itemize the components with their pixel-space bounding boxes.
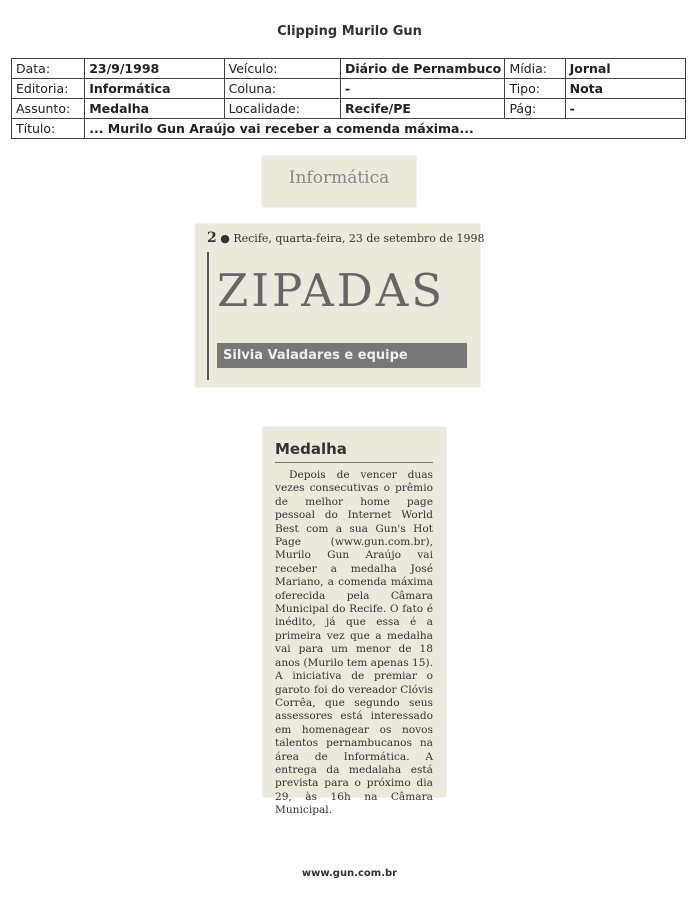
assunto-value: Medalha (85, 99, 224, 119)
pag-label: Pág: (505, 99, 565, 119)
clipping-info-table (11, 58, 686, 139)
title-divider (275, 462, 433, 463)
table-row (12, 59, 686, 79)
tipo-value: Nota (565, 79, 685, 99)
table-row (12, 119, 686, 139)
page-title: Clipping Murilo Gun (277, 24, 422, 39)
dateline (207, 230, 484, 246)
data-value: 23/9/1998 (85, 59, 224, 79)
editoria-value: Informática (85, 79, 224, 99)
titulo-value: ... Murilo Gun Araújo vai receber a comenda máxima... (85, 119, 686, 139)
assunto-label: Assunto: (12, 99, 85, 119)
article-title: Medalha (275, 440, 347, 458)
editoria-label: Editoria: (12, 79, 85, 99)
coluna-label: Coluna: (224, 79, 340, 99)
article-paragraph: Depois de vencer duas vezes consecutivas o prêmio de melhor home page pessoal do Internet World Best com a sua Gun's Hot Page (www.gun.com.br), Murilo Gun Araújo vai receber a medalha José Mariano, a comenda máxima oferecida pela Câmara Municipal do Recife. O fato é inédito, já que essa é a primeira vez que a medalha vai para um menor de 18 anos (Murilo tem apenas 15). A iniciativa de premiar o garoto foi do vereador Clóvis Corrêa, que segundo seus assessores está interessado em homenagear os novos talentos pernambucanos na área de Informática. A entrega da medalaha está prevista para o próximo dia 29, às 16h na Câmara Municipal. (275, 469, 433, 817)
veiculo-label: Veículo: (224, 59, 340, 79)
data-label: Data: (12, 59, 85, 79)
localidade-value: Recife/PE (340, 99, 504, 119)
table-row (12, 99, 686, 119)
midia-value: Jornal (565, 59, 685, 79)
bullet-icon: ● (216, 232, 234, 245)
page-number: 2 (207, 230, 217, 246)
section-label: Informática (288, 168, 390, 188)
table-row (12, 79, 686, 99)
titulo-label: Título: (12, 119, 85, 139)
localidade-label: Localidade: (224, 99, 340, 119)
article-clipping (263, 427, 446, 817)
vertical-rule (207, 252, 209, 380)
dateline-text: Recife, quarta-feira, 23 de setembro de 1998 (233, 232, 485, 245)
article-body (275, 469, 433, 818)
veiculo-value: Diário de Pernambuco (340, 59, 504, 79)
pag-value: - (565, 99, 685, 119)
column-byline: Silvia Valadares e equipe (217, 343, 467, 368)
column-header-clipping (195, 224, 485, 387)
section-clipping (262, 156, 416, 207)
tipo-label: Tipo: (505, 79, 565, 99)
midia-label: Mídia: (505, 59, 565, 79)
coluna-value: - (340, 79, 504, 99)
column-title: ZIPADAS (217, 264, 446, 317)
footer-url: www.gun.com.br (301, 868, 398, 879)
